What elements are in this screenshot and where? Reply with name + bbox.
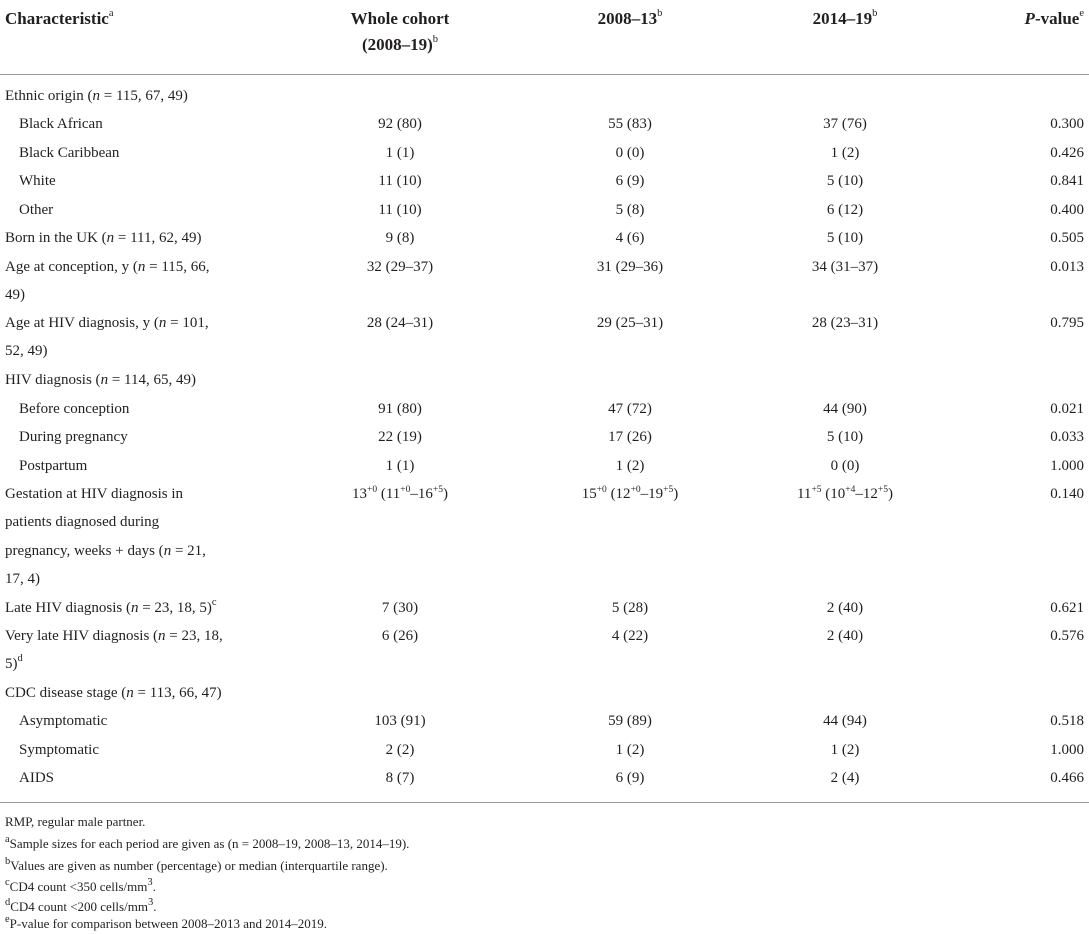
row-label: HIV diagnosis (n = 114, 65, 49) xyxy=(5,372,196,388)
cell-pvalue: 0.795 xyxy=(1050,315,1084,331)
cell-whole: 1 (1) xyxy=(385,145,415,161)
cell-period1: $15^{+0}$ $(12^{+0}-19^{+5})$ xyxy=(581,485,679,502)
cell-whole: 2 (2) xyxy=(385,742,415,758)
cell-period1: 4 (6) xyxy=(615,230,645,246)
footnote-rmp: RMP, regular male partner. xyxy=(5,814,146,829)
cell-period2: 44 (94) xyxy=(823,713,867,729)
header-period-2014-19: 2014–19$^b$ xyxy=(812,8,878,28)
table-bottom-rule xyxy=(0,802,1089,803)
cell-pvalue: 0.400 xyxy=(1050,202,1084,218)
footnote-c: $^c$CD4 count <350 cells/$mm^3$. xyxy=(5,876,156,894)
cell-whole: 6 (26) xyxy=(381,628,419,644)
cell-period1: 1 (2) xyxy=(615,742,645,758)
cell-period1: 5 (28) xyxy=(611,600,649,616)
cell-period2: 1 (2) xyxy=(830,742,860,758)
cell-period1: 1 (2) xyxy=(615,458,645,474)
row-label: CDC disease stage (n = 113, 66, 47) xyxy=(5,685,222,701)
cell-period2: 5 (10) xyxy=(826,173,864,189)
cell-whole: 8 (7) xyxy=(385,770,415,786)
cell-period1: 59 (89) xyxy=(608,713,652,729)
cell-pvalue: 0.426 xyxy=(1050,145,1084,161)
row-label: Gestation at HIV diagnosis in patients diagnosed during pregnancy, weeks + days (n = 21, 17, 4) xyxy=(5,486,206,587)
cell-period2: 2 (4) xyxy=(830,770,860,786)
row-label: Black African xyxy=(19,116,103,132)
cell-period2: 2 (40) xyxy=(826,628,864,644)
cell-period2: 6 (12) xyxy=(826,202,864,218)
cell-whole: 11 (10) xyxy=(378,173,422,189)
cell-period2: 5 (10) xyxy=(826,429,864,445)
cell-period2: 44 (90) xyxy=(823,401,867,417)
cell-pvalue: 0.518 xyxy=(1050,713,1084,729)
cell-period2: 2 (40) xyxy=(826,600,864,616)
cell-period2: 34 (31–37) xyxy=(811,259,879,275)
cell-period1: 55 (83) xyxy=(608,116,652,132)
cell-whole: 9 (8) xyxy=(385,230,415,246)
cell-pvalue: 0.013 xyxy=(1050,259,1084,275)
header-pvalue: P-value$^e$ xyxy=(1024,8,1084,28)
table-header xyxy=(0,0,1089,75)
header-whole-cohort: Whole cohort (2008–19)$^b$ xyxy=(350,9,450,54)
footnote-b: $^b$Values are given as number (percentage) or median (interquartile range). xyxy=(5,855,388,873)
row-label: Black Caribbean xyxy=(19,145,120,161)
cell-period1: 6 (9) xyxy=(615,770,645,786)
cell-pvalue: 1.000 xyxy=(1050,458,1084,474)
cell-period2: 28 (23–31) xyxy=(811,315,879,331)
cell-pvalue: 0.576 xyxy=(1050,628,1084,644)
cell-period2: 0 (0) xyxy=(830,458,860,474)
cell-period1: 17 (26) xyxy=(608,429,652,445)
cell-whole: 11 (10) xyxy=(378,202,422,218)
cell-period1: 47 (72) xyxy=(608,401,652,417)
cell-pvalue: 0.621 xyxy=(1050,600,1084,616)
row-label: Postpartum xyxy=(19,458,88,474)
row-label: Asymptomatic xyxy=(19,713,108,729)
cell-whole: 28 (24–31) xyxy=(366,315,434,331)
cell-period1: 5 (8) xyxy=(615,202,645,218)
row-label: Symptomatic xyxy=(19,742,99,758)
cell-pvalue: 0.033 xyxy=(1050,429,1084,445)
cell-whole: 7 (30) xyxy=(381,600,419,616)
cell-period1: 31 (29–36) xyxy=(596,259,664,275)
cell-whole: 103 (91) xyxy=(374,713,426,729)
cell-period2: $11^{+5}$ $(10^{+4}-12^{+5})$ xyxy=(796,485,894,502)
header-characteristic: Characteristic$^a$ xyxy=(5,8,114,28)
cell-pvalue: 0.140 xyxy=(1050,486,1084,502)
cell-pvalue: 0.466 xyxy=(1050,770,1084,786)
cell-pvalue: 1.000 xyxy=(1050,742,1084,758)
footnote-e: $^e$P-value for comparison between 2008–2013 and 2014–2019. xyxy=(5,913,328,931)
cell-whole: 32 (29–37) xyxy=(366,259,434,275)
row-label: During pregnancy xyxy=(19,429,128,445)
cell-whole: $13^{+0}$ $(11^{+0}-16^{+5})$ xyxy=(351,485,449,502)
cell-period1: 0 (0) xyxy=(615,145,645,161)
row-label: Age at conception, y (n = 115, 66, 49) xyxy=(5,259,210,304)
row-label: AIDS xyxy=(19,770,55,786)
row-label: Other xyxy=(19,202,54,218)
row-label: Very late HIV diagnosis (n = 23, 18, 5)$^d$ xyxy=(5,628,223,673)
row-label: Late HIV diagnosis (n = 23, 18, 5)$^c$ xyxy=(5,597,217,616)
cell-period1: 4 (22) xyxy=(611,628,649,644)
row-label: White xyxy=(19,173,56,189)
cell-period2: 1 (2) xyxy=(830,145,860,161)
cell-pvalue: 0.300 xyxy=(1050,116,1084,132)
cell-whole: 22 (19) xyxy=(378,429,422,445)
cell-whole: 91 (80) xyxy=(378,401,422,417)
footnote-d: $^d$CD4 count <200 cells/$mm^3$. xyxy=(5,896,157,914)
cell-period2: 37 (76) xyxy=(823,116,867,132)
cell-pvalue: 0.505 xyxy=(1050,230,1084,246)
cell-whole: 92 (80) xyxy=(378,116,422,132)
cell-pvalue: 0.021 xyxy=(1050,401,1084,417)
cell-period2: 5 (10) xyxy=(826,230,864,246)
row-label: Ethnic origin (n = 115, 67, 49) xyxy=(5,88,188,104)
cell-whole: 1 (1) xyxy=(385,458,415,474)
cell-pvalue: 0.841 xyxy=(1050,173,1084,189)
row-label: Born in the UK (n = 111, 62, 49) xyxy=(5,230,202,246)
row-label: Before conception xyxy=(19,401,130,417)
header-period-2008-13: 2008–13$^b$ xyxy=(597,8,663,28)
cell-period1: 29 (25–31) xyxy=(596,315,664,331)
cell-period1: 6 (9) xyxy=(615,173,645,189)
footnote-a: $^a$Sample sizes for each period are given as (n = 2008–19, 2008–13, 2014–19). xyxy=(5,833,410,851)
row-label: Age at HIV diagnosis, y (n = 101, 52, 49) xyxy=(5,315,209,360)
